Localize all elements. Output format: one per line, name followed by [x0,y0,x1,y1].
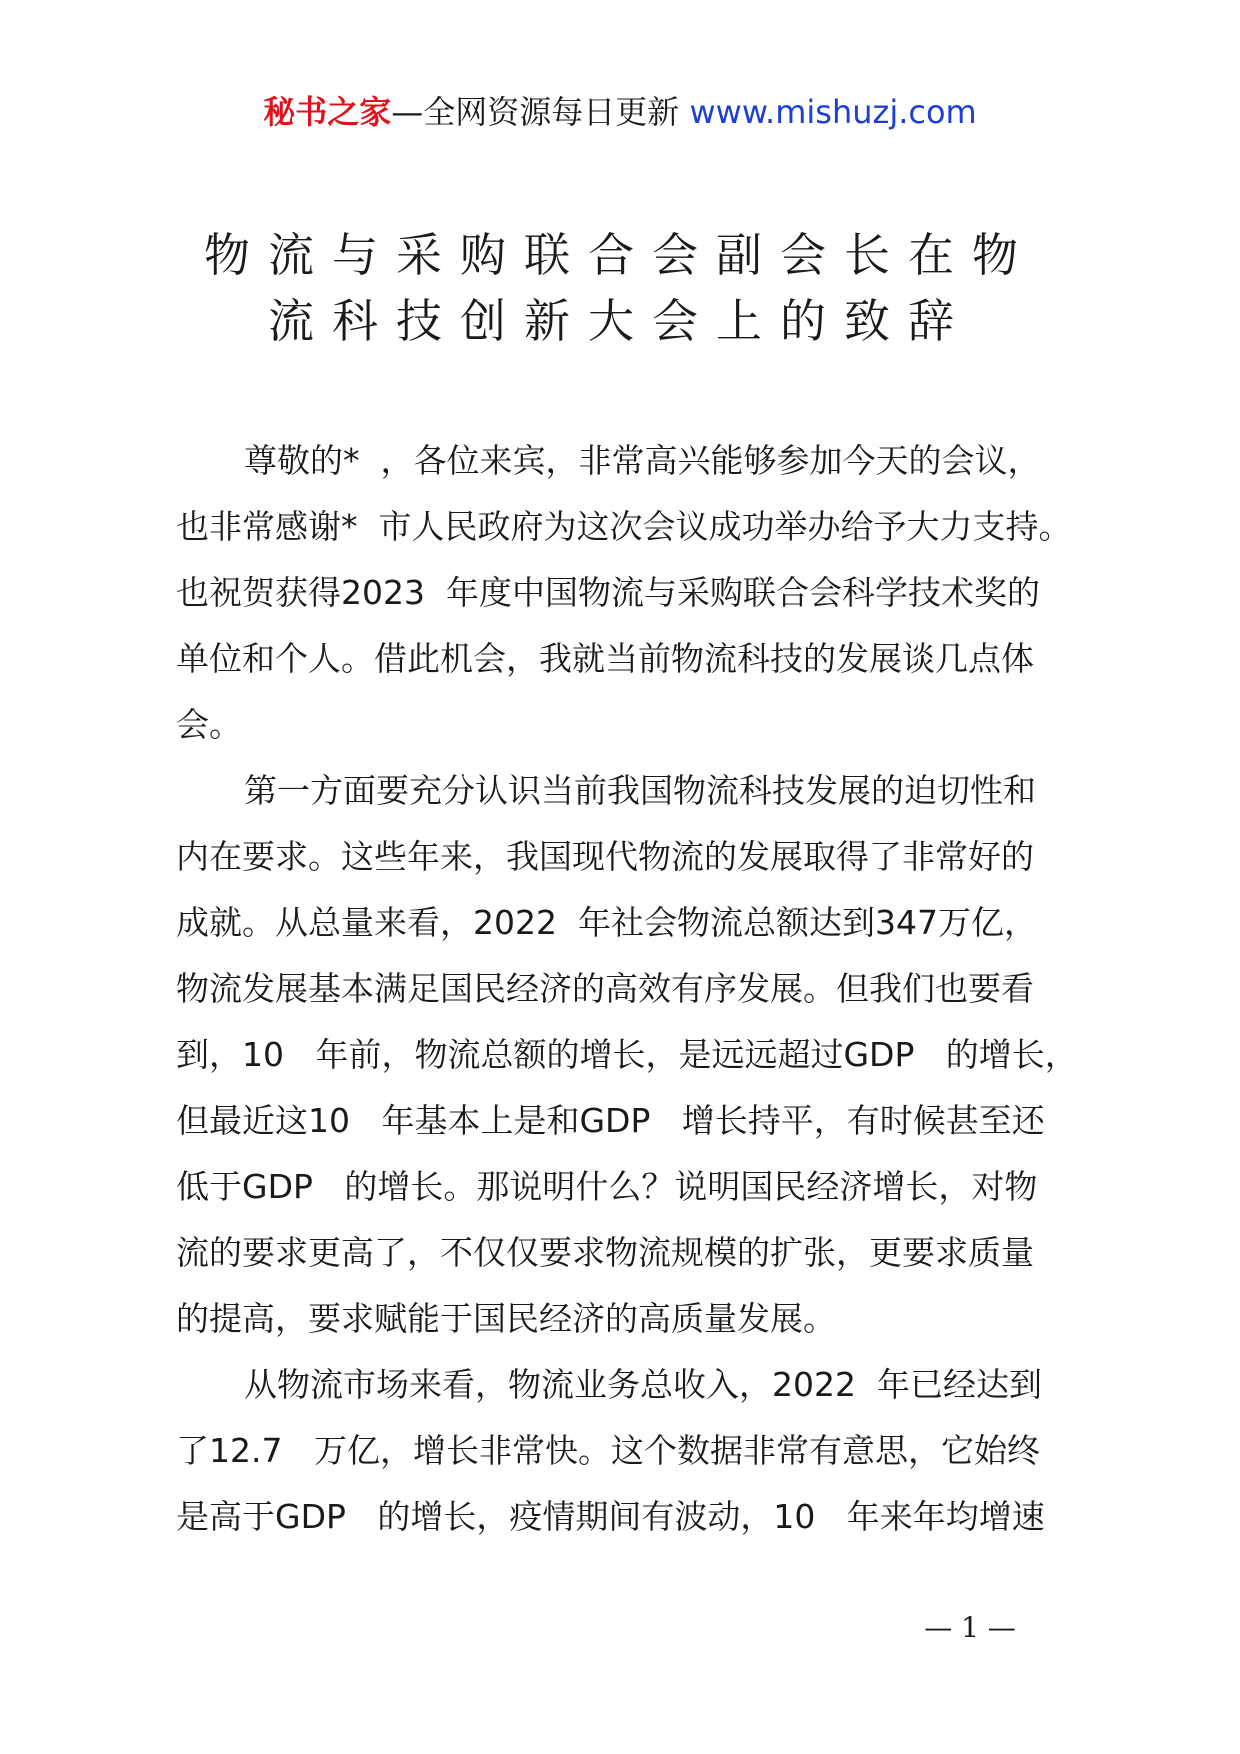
text-line: 但最近这10 年基本上是和GDP 增长持平，有时候甚至还 [176,1101,1045,1140]
text-line: 到，10 年前，物流总额的增长，是远远超过GDP 的增长， [176,1035,1078,1074]
site-url-link[interactable]: www.mishuzj.com [689,93,977,131]
text-line: 流的要求更高了，不仅仅要求物流规模的扩张，更要求质量 [176,1233,1034,1272]
title-line: 物流与采购联合会副会长在物 [204,228,1036,282]
site-header [0,90,1240,134]
title-line: 流科技创新大会上的致辞 [268,294,972,348]
paragraph [176,428,1076,758]
text-line: 低于GDP 的增长。那说明什么？说明国民经济增长，对物 [176,1167,1038,1206]
page-number: — 1 — [924,1611,1016,1644]
text-line: 了12.7 万亿，增长非常快。这个数据非常有意思，它始终 [176,1431,1040,1470]
document-body [176,428,1076,1550]
site-tagline: —全网资源每日更新 [391,93,680,131]
text-line: 也非常感谢* 市人民政府为这次会议成功举办给予大力支持。 [176,507,1072,546]
text-line: 的提高，要求赋能于国民经济的高质量发展。 [176,1299,836,1338]
text-line: 单位和个人。借此机会，我就当前物流科技的发展谈几点体 [176,639,1034,678]
paragraph [176,758,1076,1352]
paragraph [176,1352,1076,1550]
text-line: 从物流市场来看，物流业务总收入，2022 年已经达到 [244,1365,1042,1404]
text-line: 是高于GDP 的增长，疫情期间有波动，10 年来年均增速 [176,1497,1045,1536]
text-line: 物流发展基本满足国民经济的高效有序发展。但我们也要看 [176,969,1034,1008]
text-line: 第一方面要充分认识当前我国物流科技发展的迫切性和 [244,771,1036,810]
text-line: 内在要求。这些年来，我国现代物流的发展取得了非常好的 [176,837,1034,876]
text-line: 也祝贺获得2023 年度中国物流与采购联合会科学技术奖的 [176,573,1040,612]
text-line: 成就。从总量来看，2022 年社会物流总额达到347万亿， [176,903,1037,942]
brand-name: 秘书之家 [263,93,392,131]
text-line: 会。 [176,705,242,744]
document-title [0,222,1240,354]
text-line: 尊敬的* ，各位来宾，非常高兴能够参加今天的会议， [244,441,1041,480]
